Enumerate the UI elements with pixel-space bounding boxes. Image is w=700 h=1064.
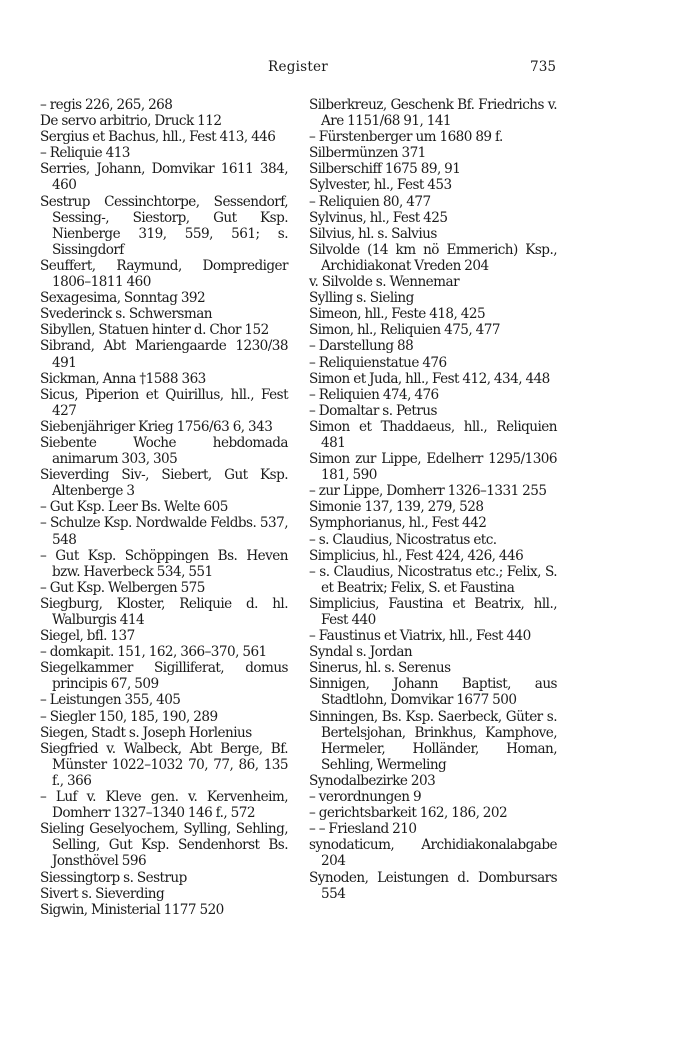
index-entry: Sinningen, Bs. Ksp. Saerbeck, Güter s. Bertelsjohan, Brinkhus, Kamphove, Hermeler, Holländer, Homan, Sehling, Wermeling bbox=[309, 708, 557, 773]
index-entry: Sieverding Siv-, Siebert, Gut Ksp. Altenberge 3 bbox=[40, 467, 288, 500]
index-entry: Silvius, hl. s. Salvius bbox=[309, 225, 437, 242]
page-number: 735 bbox=[530, 59, 556, 75]
index-entry: Silberschiff 1675 89, 91 bbox=[309, 161, 461, 178]
index-entry: – gerichtsbarkeit 162, 186, 202 bbox=[309, 805, 508, 822]
index-entry: – Fürstenberger um 1680 89 f. bbox=[309, 129, 503, 146]
index-entry: Synodalbezirke 203 bbox=[309, 772, 436, 789]
index-entry: – Reliquien 474, 476 bbox=[309, 386, 439, 403]
index-entry: Sexagesima, Sonntag 392 bbox=[40, 290, 206, 307]
index-entry: v. Silvolde s. Wennemar bbox=[309, 274, 460, 291]
index-entry: synodaticum, Archidiakonalabgabe 204 bbox=[309, 837, 557, 870]
index-entry: Sestrup Cessinchtorpe, Sessendorf, Sessing-, Siestorp, Gut Ksp. Nienberge 319, 559, 561; s. Sissingdorf bbox=[40, 193, 288, 258]
header-title: Register bbox=[268, 59, 328, 75]
index-entry: Sicus, Piperion et Quirillus, hll., Fest 427 bbox=[40, 386, 288, 419]
index-entry: – Gut Ksp. Welbergen 575 bbox=[40, 579, 205, 596]
index-entry: – verordnungen 9 bbox=[309, 789, 422, 806]
index-entry: – Reliquienstatue 476 bbox=[309, 354, 447, 371]
index-entry: – Darstellung 88 bbox=[309, 338, 414, 355]
running-header bbox=[40, 59, 556, 77]
index-entry: De servo arbitrio, Druck 112 bbox=[40, 113, 222, 130]
index-entry: Sibyllen, Statuen hinter d. Chor 152 bbox=[40, 322, 269, 339]
index-entry: Siegelkammer Sigilliferat, domus principis 67, 509 bbox=[40, 660, 288, 693]
index-entry: Sylvester, hl., Fest 453 bbox=[309, 177, 452, 194]
index-entry: – Domaltar s. Petrus bbox=[309, 402, 437, 419]
index-entry: Sylvinus, hl., Fest 425 bbox=[309, 209, 448, 226]
index-entry: Silvolde (14 km nö Emmerich) Ksp., Archidiakonat Vreden 204 bbox=[309, 241, 557, 274]
index-entry: Simon zur Lippe, Edelherr 1295/1306 181, 590 bbox=[309, 451, 557, 484]
index-entry: Siegburg, Kloster, Reliquie d. hl. Walburgis 414 bbox=[40, 595, 288, 628]
index-entry: – Luf v. Kleve gen. v. Kervenheim, Domherr 1327–1340 146 f., 572 bbox=[40, 789, 288, 822]
index-entry: Simeon, hll., Feste 418, 425 bbox=[309, 306, 486, 323]
index-entry: Silbermünzen 371 bbox=[309, 145, 426, 162]
index-entry: – s. Claudius, Nicostratus etc.; Felix, S. et Beatrix; Felix, S. et Faustina bbox=[309, 563, 557, 596]
index-entry: Synoden, Leistungen d. Dombursars 554 bbox=[309, 869, 557, 902]
index-entry: Simon, hl., Reliquien 475, 477 bbox=[309, 322, 500, 339]
index-entry: Siessingtorp s. Sestrup bbox=[40, 869, 187, 886]
index-entry: Siegel, bfl. 137 bbox=[40, 628, 135, 645]
index-entry: – Schulze Ksp. Nordwalde Feldbs. 537, 548 bbox=[40, 515, 288, 548]
index-entry: Siebente Woche hebdomada animarum 303, 305 bbox=[40, 434, 288, 468]
index-entry: Sergius et Bachus, hll., Fest 413, 446 bbox=[40, 129, 276, 146]
index-entry: – s. Claudius, Nicostratus etc. bbox=[309, 531, 497, 548]
index-entry: Sigwin, Ministerial 1177 520 bbox=[40, 901, 224, 918]
index-column-right bbox=[309, 97, 557, 902]
index-entry: Silberkreuz, Geschenk Bf. Friedrichs v. Are 1151/68 91, 141 bbox=[309, 97, 557, 130]
index-entry: Symphorianus, hl., Fest 442 bbox=[309, 515, 487, 532]
index-entry: Seuffert, Raymund, Domprediger 1806–1811 460 bbox=[40, 257, 288, 291]
index-entry: Sickman, Anna †1588 363 bbox=[40, 370, 206, 387]
index-entry: – – Friesland 210 bbox=[309, 821, 417, 838]
index-entry: Svederinck s. Schwersman bbox=[40, 306, 212, 323]
index-entry: Simplicius, hl., Fest 424, 426, 446 bbox=[309, 547, 524, 564]
index-entry: Sivert s. Sieverding bbox=[40, 885, 165, 902]
index-entry: Siegen, Stadt s. Joseph Horlenius bbox=[40, 724, 252, 741]
index-column-left bbox=[40, 97, 288, 918]
index-entry: Sieling Geselyochem, Sylling, Sehling, Selling, Gut Ksp. Sendenhorst Bs. Jonsthövel 596 bbox=[40, 821, 288, 870]
index-entry: Siegfried v. Walbeck, Abt Berge, Bf. Münster 1022–1032 70, 77, 86, 135 f., 366 bbox=[40, 740, 288, 789]
index-entry: Syndal s. Jordan bbox=[309, 644, 413, 661]
index-entry: Simon et Juda, hll., Fest 412, 434, 448 bbox=[309, 370, 550, 387]
index-entry: Sylling s. Sieling bbox=[309, 290, 414, 307]
index-entry: – Gut Ksp. Schöppingen Bs. Heven bzw. Haverbeck 534, 551 bbox=[40, 547, 288, 580]
index-entry: Simonie 137, 139, 279, 528 bbox=[309, 499, 484, 516]
index-entry: Siebenjähriger Krieg 1756/63 6, 343 bbox=[40, 418, 273, 435]
index-entry: Simplicius, Faustina et Beatrix, hll., Fest 440 bbox=[309, 595, 557, 628]
index-entry: Sinerus, hl. s. Serenus bbox=[309, 660, 451, 677]
index-entry: – Faustinus et Viatrix, hll., Fest 440 bbox=[309, 628, 531, 645]
index-entry: Serries, Johann, Domvikar 1611 384, 460 bbox=[40, 161, 288, 194]
index-entry: – Gut Ksp. Leer Bs. Welte 605 bbox=[40, 499, 228, 516]
index-entry: – Siegler 150, 185, 190, 289 bbox=[40, 708, 218, 725]
index-entry: – Reliquien 80, 477 bbox=[309, 193, 431, 210]
index-entry: Sibrand, Abt Mariengaarde 1230/38 491 bbox=[40, 338, 288, 371]
index-entry: – Reliquie 413 bbox=[40, 145, 130, 162]
index-entry: – domkapit. 151, 162, 366–370, 561 bbox=[40, 644, 267, 661]
index-entry: – regis 226, 265, 268 bbox=[40, 97, 173, 113]
index-entry: Simon et Thaddaeus, hll., Reliquien 481 bbox=[309, 418, 557, 451]
index-entry: Sinnigen, Johann Baptist, aus Stadtlohn, Domvikar 1677 500 bbox=[309, 676, 557, 709]
index-entry: – zur Lippe, Domherr 1326–1331 255 bbox=[309, 483, 547, 500]
index-entry: – Leistungen 355, 405 bbox=[40, 692, 181, 709]
